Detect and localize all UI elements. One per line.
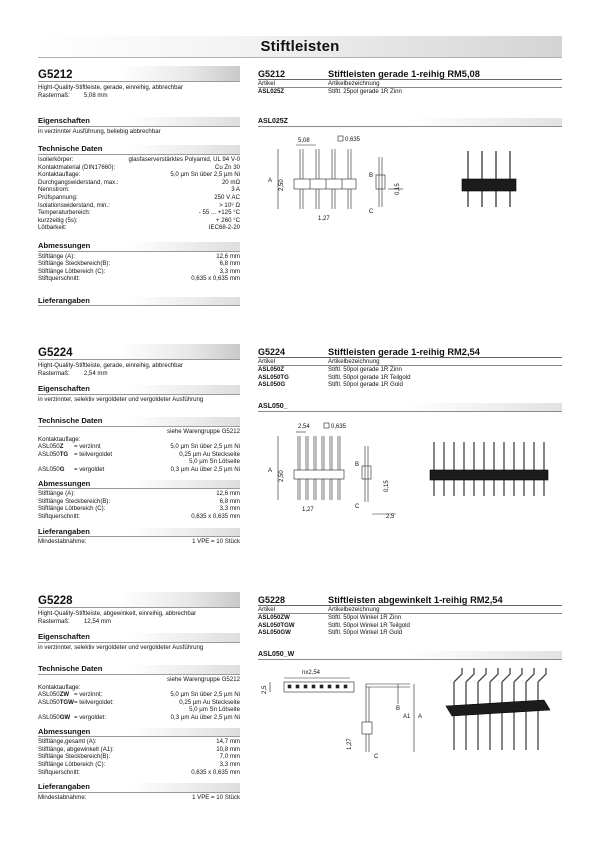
technische-ref: siehe Warengruppe G5212: [167, 675, 240, 683]
table-row: ASL050GW Stiftl. 50pol Winkel 1R Gold: [258, 629, 403, 637]
kontakt-row: ASL050Z = verzinnt 5,0 µm Sn über 2,5 µm Ni: [38, 443, 240, 451]
article-heading: G5228 Stiftleisten abgewinkelt 1-reihig RM2,54: [258, 592, 562, 606]
square-section-icon: [338, 136, 343, 141]
abmessungen-heading: Abmessungen: [38, 728, 240, 738]
dim-b-text: B: [369, 172, 374, 179]
kontakt-row: 5,0 µm Sn Lötseite: [189, 458, 240, 466]
dim-square-text: 0,635: [345, 136, 361, 143]
kontakt-row: ASL050G = vergoldet 0,3 µm Au über 2,5 µm Ni: [38, 465, 240, 473]
raster-row: [38, 92, 240, 100]
table-row: ASL050Z Stiftl. 50pol gerade 1R Zinn: [258, 366, 402, 374]
svg-text:2,5: 2,5: [386, 513, 395, 520]
dim-pitch-text: 2,54: [298, 423, 310, 430]
dim-row: Stiftquerschnitt: 0,635 x 0,635 mm: [38, 275, 240, 283]
abmessungen-heading: Abmessungen: [38, 242, 240, 252]
product-code-bar: [38, 66, 240, 82]
technische-heading: Technische Daten: [38, 145, 240, 155]
spec-row: Nennstrom: 3 A: [38, 186, 240, 194]
dim-c-text: C: [369, 208, 374, 215]
svg-text:C: C: [355, 503, 360, 510]
kontakt-row: ASL050ZW = verzinnt: 5,0 µm Sn über 2,5 µm Ni: [38, 691, 240, 699]
raster-value: 5,08 mm: [83, 91, 108, 99]
table-row: ASL050G Stiftl. 50pol gerade 1R Gold: [258, 381, 403, 389]
technische-heading: Technische Daten: [38, 665, 240, 675]
raster-label: Rastermaß:: [38, 91, 70, 99]
dim-row: Stiftlänge,gesamt (A): 14,7 mm: [38, 738, 240, 746]
spec-row: Durchgangswiderstand, max.: 20 mΩ: [38, 178, 240, 186]
dim-row: Stiftlänge Steckbereich(B): 7,0 mm: [38, 753, 240, 761]
section-g5228: [38, 592, 562, 832]
svg-text:2,5: 2,5: [262, 685, 268, 694]
dim-row: Stiftlänge (A): 12,6 mm: [38, 252, 240, 260]
liefer-row: Mindestabnahme: 1 VPE = 10 Stück: [38, 793, 240, 801]
diagram-label: ASL050_W: [258, 651, 562, 660]
spec-row: Isolierkörper: glasfaserverstärktes Polyamid, UL 94 V-0: [38, 155, 240, 163]
eigenschaften-text: in verzinnter Ausführung, beliebig abbrechbar: [38, 127, 161, 135]
article-column: [258, 66, 562, 237]
kontakt-row: ASL050TG = teilvergoldet 0,25 µm Au Steckseite: [38, 450, 240, 458]
article-heading: G5224 Stiftleisten gerade 1-reihig RM2,54: [258, 344, 562, 358]
table-row: ASL050TGW Stiftl. 50pol Winkel 1R Teilgold: [258, 621, 410, 629]
lieferangaben-heading: Lieferangaben: [38, 783, 240, 793]
eigenschaften-text: in verzinnter, selektiv vergoldeter und vergoldeter Ausführung: [38, 395, 204, 403]
svg-text:B: B: [355, 461, 360, 468]
dim-row: Stiftquerschnitt: 0,635 x 0,635 mm: [38, 512, 240, 520]
section-g5212: [38, 66, 562, 326]
dim-a-text: A: [268, 177, 273, 184]
spec-column: [38, 592, 240, 801]
page-header: [38, 36, 562, 58]
dim-row: Stiftlänge Steckbereich(B): 6,8 mm: [38, 260, 240, 268]
product-code-bar: G5228: [38, 592, 240, 608]
diagram-label: ASL050_: [258, 403, 562, 412]
eigenschaften-heading: Eigenschaften: [38, 117, 240, 127]
svg-text:1,27: 1,27: [347, 737, 353, 750]
abmessungen-list: [38, 253, 240, 283]
eigenschaften-heading: Eigenschaften: [38, 633, 240, 643]
svg-text:A: A: [268, 467, 273, 474]
article-heading: [258, 66, 562, 80]
article-title: Stiftleisten gerade 1-reihig RM5,08: [328, 69, 480, 79]
product-code: G5212: [38, 69, 73, 82]
dim-d-text: 0,15: [395, 183, 401, 195]
dim-pitch-text: nx2,54: [302, 669, 321, 676]
dim-row: Stiftlänge Lötbereich (C): 3,3 mm: [38, 267, 240, 275]
spec-row: Isolationswiderstand, min.: > 10⁹ Ω: [38, 201, 240, 209]
spec-row: kurzzeitig (5s): + 260 °C: [38, 216, 240, 224]
svg-text:A: A: [418, 713, 423, 720]
dim-row: Stiftlänge, abgewinkelt (A1): 10,8 mm: [38, 745, 240, 753]
product-code: G5224: [38, 347, 73, 360]
kontakt-row: ASL050GW = vergoldet: 0,3 µm Au über 2,5 µm Ni: [38, 713, 240, 721]
svg-text:1,27: 1,27: [302, 506, 314, 513]
dim-row: Stiftlänge (A): 12,6 mm: [38, 490, 240, 498]
table-row: ASL050TG Stiftl. 50pol gerade 1R Teilgold: [258, 373, 411, 381]
table-row: ASL050ZW Stiftl. 50pol Winkel 1R Zinn: [258, 614, 402, 622]
dim-pitch-text: 5,08: [298, 137, 310, 144]
raster-row: Rastermaß: 2,54 mm: [38, 369, 108, 377]
intro-text: Hight-Quality-Stiftleiste, gerade, einreihig, abbrechbar: [38, 84, 183, 91]
table-row: ASL025Z Stiftl. 25pol gerade 1R Zinn: [258, 88, 402, 96]
section-g5224: [38, 344, 562, 582]
square-section-icon: [324, 423, 329, 428]
product-code-bar: [38, 344, 240, 360]
article-table-header: Artikel Artikelbezeichnung: [258, 358, 562, 366]
dim-h-text: 2,50: [279, 179, 285, 191]
svg-text:C: C: [374, 753, 379, 760]
eigenschaften-heading: Eigenschaften: [38, 385, 240, 395]
dim-row: Stiftlänge Steckbereich(B): 6,8 mm: [38, 497, 240, 505]
svg-text:A1: A1: [403, 713, 411, 720]
lieferangaben-heading: Lieferangaben: [38, 297, 240, 307]
technische-heading: Technische Daten: [38, 417, 240, 427]
spec-column: [38, 344, 240, 546]
svg-text:0,15: 0,15: [384, 479, 390, 492]
spec-row: Kontaktmaterial (DIN17660): Cu Zn 30: [38, 163, 240, 171]
svg-text:B: B: [396, 705, 401, 712]
dim-w-text: 1,27: [318, 215, 330, 222]
svg-text:2,50: 2,50: [279, 469, 285, 482]
kontakt-row: 5,0 µm Sn Lötseite: [189, 706, 240, 714]
kontakt-label: Kontaktauflage:: [38, 435, 81, 443]
article-code: G5212: [258, 69, 286, 79]
page-title: Stiftleisten: [260, 38, 340, 55]
raster-row: Rastermaß: 12,54 mm: [38, 617, 111, 625]
spec-row: Kontaktauflage: 5,0 µm Sn über 2,5 µm Ni: [38, 171, 240, 179]
dim-square-text: 0,635: [331, 423, 347, 430]
article-table-header: Artikel Artikelbezeichnung: [258, 606, 562, 614]
pin-header-drawing: [258, 412, 562, 532]
liefer-row: Mindestabnahme: 1 VPE = 10 Stück: [38, 538, 240, 546]
eigenschaften-text: in verzinnter, selektiv vergoldeter und vergoldeter Ausführung: [38, 643, 204, 651]
spec-column: [38, 66, 240, 307]
dim-row: Stiftlänge Lötbereich (C): 3,3 mm: [38, 505, 240, 513]
pin-header-drawing: [258, 127, 562, 237]
article-table-header: Artikel Artikelbezeichnung: [258, 80, 562, 88]
dim-row: Stiftquerschnitt: 0,635 x 0,635 mm: [38, 768, 240, 776]
spec-row: Temperaturbereich: - 55 ... +125 °C: [38, 209, 240, 217]
abmessungen-heading: Abmessungen: [38, 480, 240, 490]
technische-ref: siehe Warengruppe G5212: [167, 427, 240, 435]
diagram-label: ASL025Z: [258, 118, 562, 127]
pin-header-drawing: [258, 660, 562, 778]
spec-row: Prüfspannung: 250 V AC: [38, 193, 240, 201]
spec-row: Lötbarkeit: IEC68-2-20: [38, 224, 240, 232]
kontakt-label: Kontaktauflage:: [38, 683, 81, 691]
intro-text: Hight-Quality-Stiftleiste, gerade, einreihig, abbrechbar: [38, 362, 183, 369]
article-column: [258, 592, 562, 778]
article-column: [258, 344, 562, 532]
dim-row: Stiftlänge Lötbereich (C): 3,3 mm: [38, 760, 240, 768]
kontakt-row: ASL050TGW = teilvergoldet: 0,25 µm Au Steckseite: [38, 698, 240, 706]
intro-text: Hight-Quality-Stiftleiste, abgewinkelt, einreihig, abbrechbar: [38, 610, 197, 617]
lieferangaben-heading: Lieferangaben: [38, 528, 240, 538]
technische-list: [38, 156, 240, 232]
